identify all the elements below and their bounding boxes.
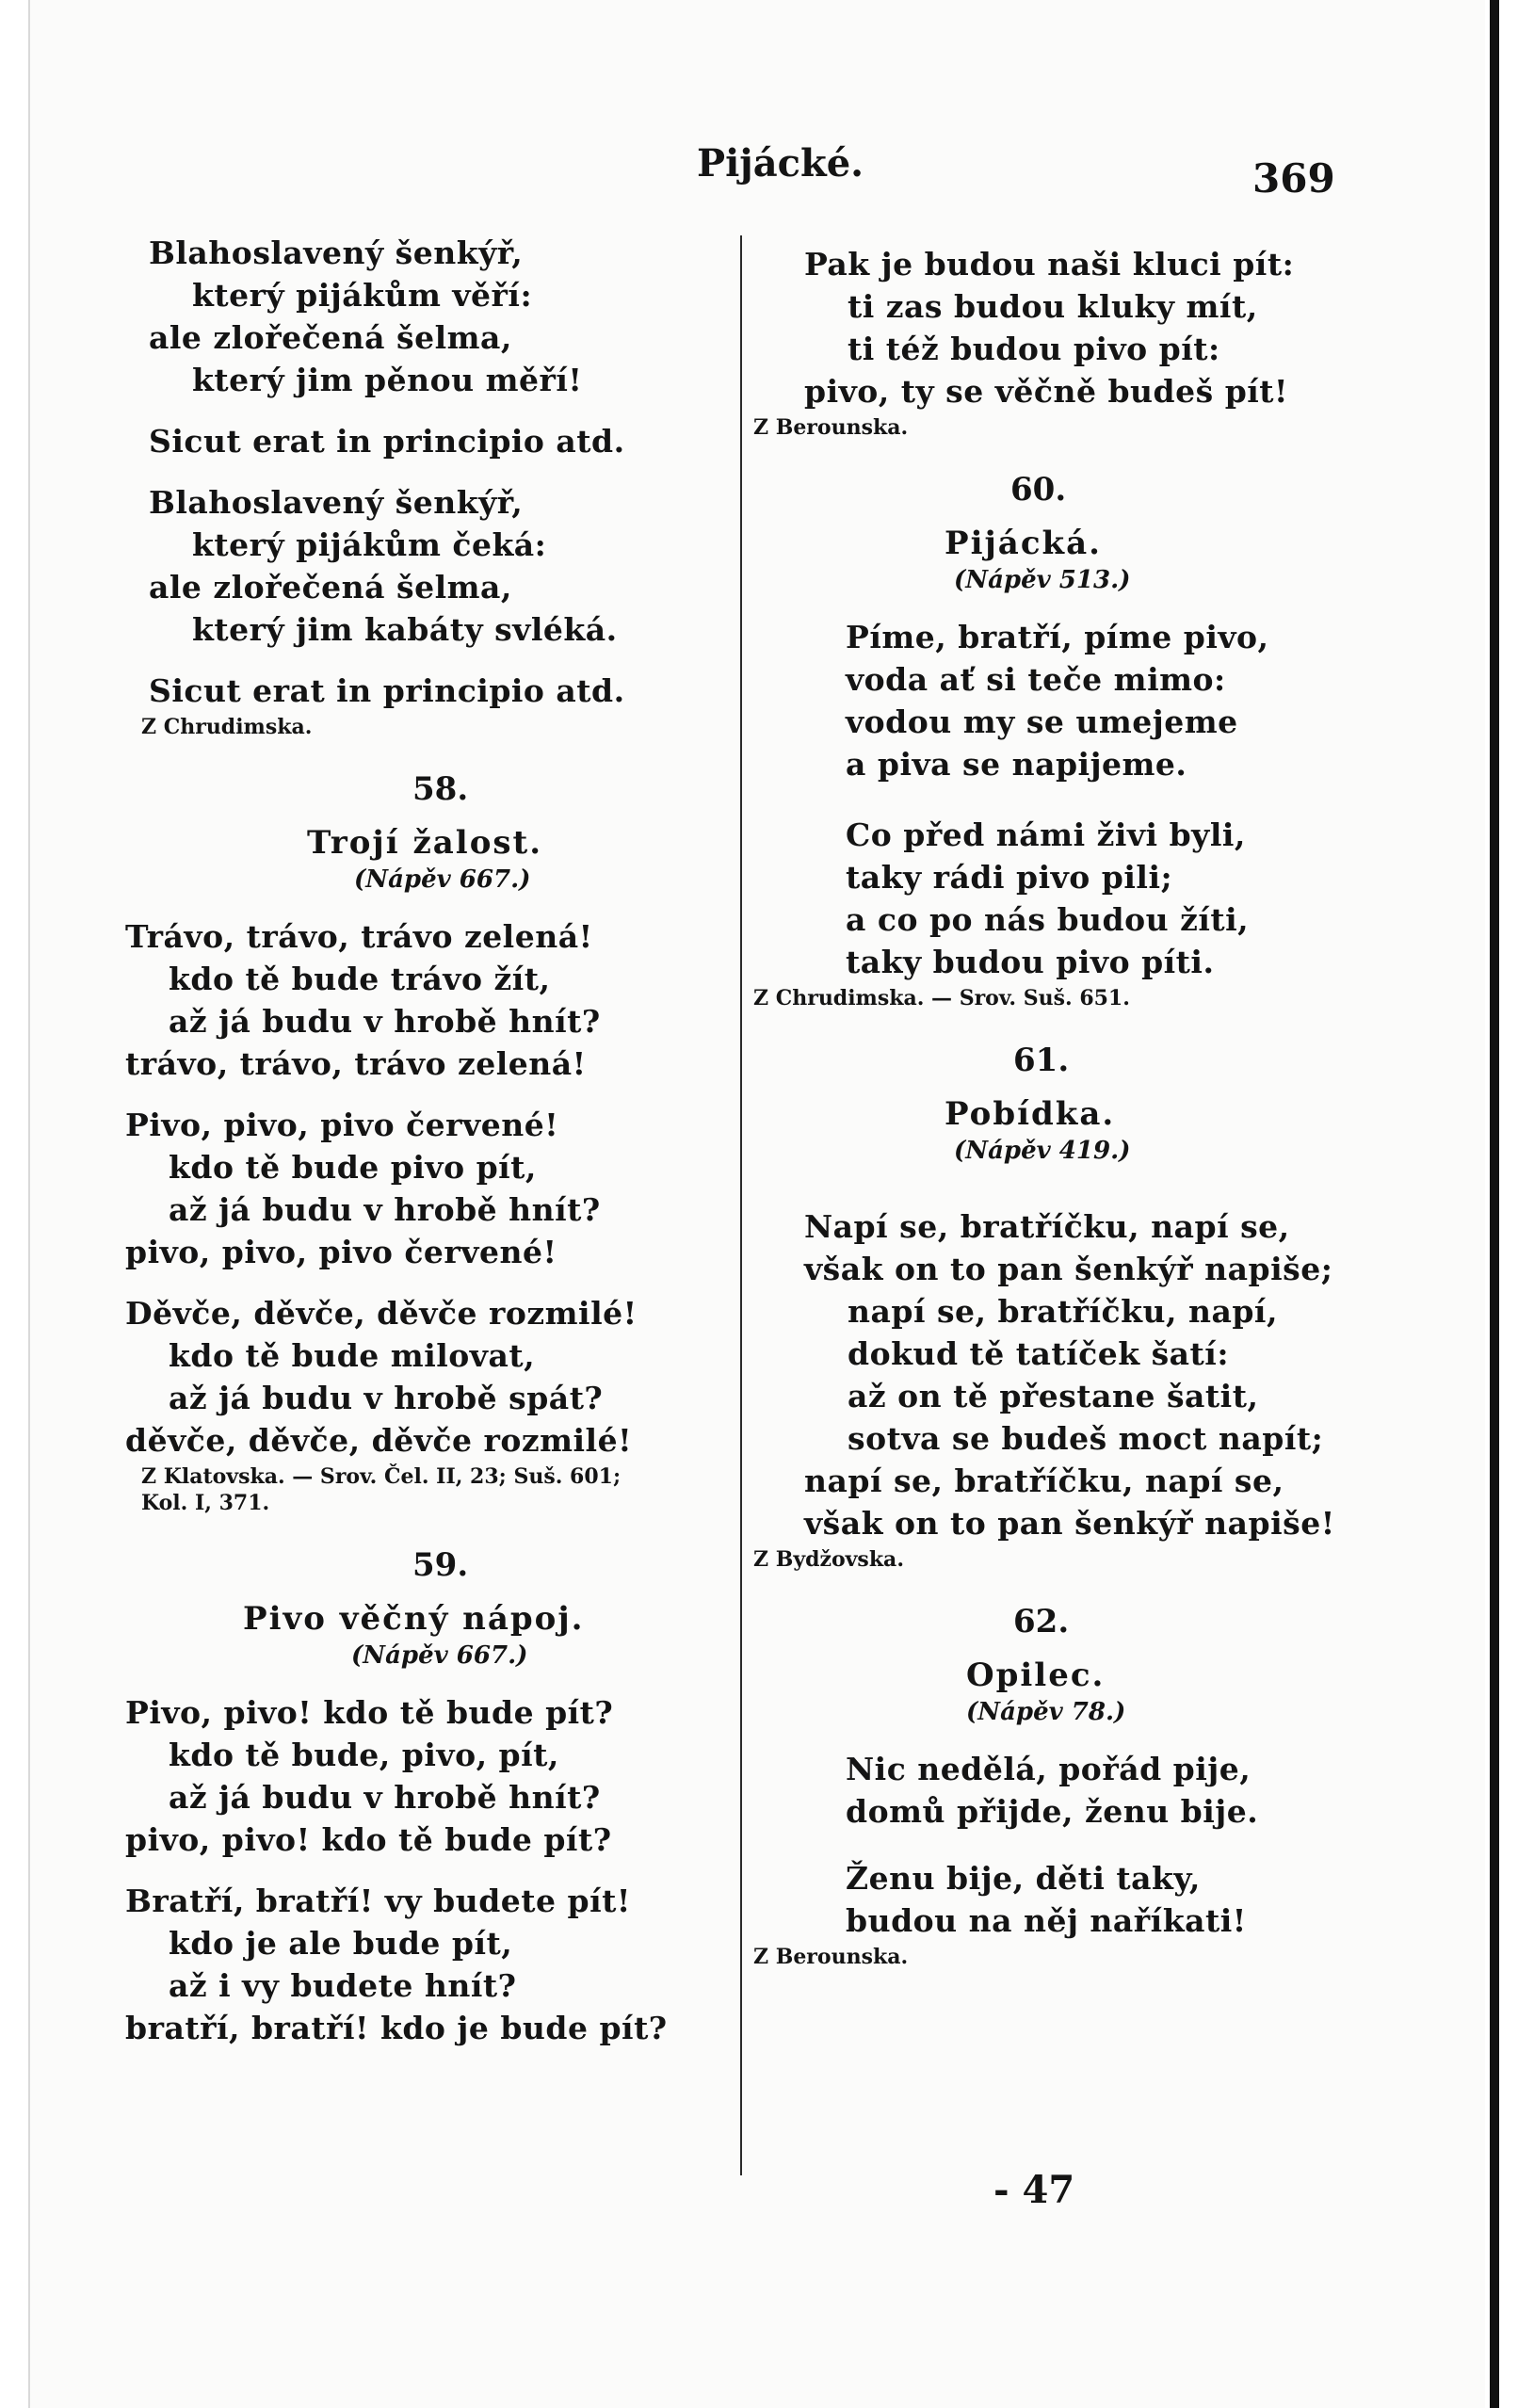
stanza — [846, 616, 1364, 785]
column-divider — [740, 235, 742, 2175]
stanza — [804, 243, 1364, 412]
verse-line: ale zlořečená šelma, — [149, 319, 512, 356]
verse-line: dokud tě tatíček šatí: — [848, 1335, 1230, 1372]
verse-line: který pijákům čeká: — [192, 526, 547, 563]
verse-line: a co po nás budou žíti, — [846, 901, 1250, 938]
stanza — [149, 232, 733, 401]
verse-line: a piva se napijeme. — [846, 746, 1187, 783]
stanza — [125, 915, 733, 1085]
stanza — [846, 1748, 1364, 1833]
verse-line: ale zlořečená šelma, — [149, 569, 512, 606]
verse-line: až já budu v hrobě hnít? — [169, 1003, 601, 1040]
verse-line: domů přijde, ženu bije. — [846, 1793, 1259, 1830]
verse-line: děvče, děvče, děvče rozmilé! — [125, 1422, 633, 1459]
verse-line: kdo tě bude, pivo, pít, — [169, 1737, 559, 1773]
song-number: 58. — [412, 770, 469, 808]
verse-line: Bratří, bratří! vy budete pít! — [125, 1883, 631, 1919]
verse-line: kdo je ale bude pít, — [169, 1925, 513, 1962]
verse-line: který pijákům věří: — [192, 277, 533, 314]
verse-line: Nic nedělá, pořád pije, — [846, 1751, 1252, 1787]
verse-line: až já budu v hrobě hnít? — [169, 1191, 601, 1228]
verse-line: pivo, ty se věčně budeš pít! — [804, 373, 1289, 410]
stanza — [125, 1104, 733, 1273]
verse-line: až on tě přestane šatit, — [848, 1378, 1259, 1414]
verse-line: který jim kabáty svléká. — [192, 611, 618, 648]
melody-ref: (Nápěv 513.) — [954, 566, 1131, 594]
verse-line: trávo, trávo, trávo zelená! — [125, 1045, 587, 1082]
song-title: Trojí žalost. — [307, 824, 543, 862]
verse-line: až já budu v hrobě spát? — [169, 1380, 604, 1416]
verse-line: Trávo, trávo, trávo zelená! — [125, 918, 593, 955]
verse-line: kdo tě bude pivo pít, — [169, 1149, 537, 1186]
source-note: Z Chrudimska. — Srov. Suš. 651. — [753, 986, 1130, 1010]
melody-ref: (Nápěv 419.) — [954, 1137, 1131, 1165]
source-note: Z Berounska. — [753, 1945, 909, 1969]
stanza — [125, 1292, 733, 1462]
verse-line: Děvče, děvče, děvče rozmilé! — [125, 1295, 638, 1332]
left-column — [125, 232, 733, 2049]
stanza — [846, 814, 1364, 983]
verse-line: budou na něj naříkati! — [846, 1902, 1247, 1939]
verse-line: pivo, pivo, pivo červené! — [125, 1234, 557, 1270]
verse-line: Co před námi živi byli, — [846, 816, 1246, 853]
verse-line: Ženu bije, děti taky, — [846, 1860, 1201, 1897]
signature-mark: - 47 — [993, 2168, 1075, 2212]
stanza — [149, 420, 733, 462]
source-note: Z Berounska. — [753, 415, 909, 440]
stanza — [804, 1205, 1364, 1544]
stanza — [125, 1880, 733, 2049]
song-number: 59. — [412, 1546, 469, 1584]
verse-line: až i vy budete hnít? — [169, 1967, 517, 2004]
stanza — [125, 1691, 733, 1861]
stanza — [846, 1857, 1364, 1942]
verse-line: ti též budou pivo pít: — [848, 331, 1220, 367]
song-title: Opilec. — [966, 1657, 1106, 1694]
verse-line: vodou my se umejeme — [846, 703, 1238, 740]
source-note: Z Bydžovska. — [753, 1547, 904, 1572]
verse-line: Sicut erat in principio atd. — [149, 672, 625, 709]
source-note: Z Chrudimska. — [141, 715, 313, 739]
stanza — [149, 670, 733, 712]
verse-line: Napí se, bratříčku, napí se, — [804, 1208, 1290, 1245]
melody-ref: (Nápěv 667.) — [351, 1641, 528, 1670]
verse-line: sotva se budeš moct napít; — [848, 1420, 1324, 1457]
verse-line: napí se, bratříčku, napí se, — [804, 1463, 1284, 1499]
song-number: 60. — [1010, 471, 1067, 509]
verse-line: Pak je budou naši kluci pít: — [804, 246, 1295, 283]
verse-line: voda ať si teče mimo: — [846, 661, 1226, 698]
source-note: Z Klatovska. — Srov. Čel. II, 23; Suš. 601; — [141, 1464, 622, 1489]
verse-line: však on to pan šenkýř napiše! — [804, 1505, 1335, 1542]
verse-line: Píme, bratří, píme pivo, — [846, 619, 1269, 655]
verse-line: taky rádi pivo pili; — [846, 859, 1173, 896]
verse-line: taky budou pivo píti. — [846, 944, 1215, 980]
song-number: 62. — [1013, 1603, 1070, 1640]
running-header: Pijácké. — [697, 141, 864, 186]
song-title: Pivo věčný nápoj. — [243, 1600, 585, 1638]
song-title: Pijácká. — [945, 525, 1102, 562]
verse-line: napí se, bratříčku, napí, — [848, 1293, 1278, 1330]
page-number: 369 — [1252, 155, 1335, 202]
verse-line: Pivo, pivo! kdo tě bude pít? — [125, 1694, 614, 1731]
page-edge — [1490, 0, 1499, 2408]
verse-line: pivo, pivo! kdo tě bude pít? — [125, 1821, 612, 1858]
source-note: Kol. I, 371. — [141, 1491, 270, 1515]
verse-line: Pivo, pivo, pivo červené! — [125, 1107, 559, 1143]
melody-ref: (Nápěv 78.) — [966, 1698, 1126, 1726]
verse-line: bratří, bratří! kdo je bude pít? — [125, 2010, 668, 2046]
verse-line: který jim pěnou měří! — [192, 362, 583, 398]
song-title: Pobídka. — [945, 1095, 1116, 1133]
verse-line: až já budu v hrobě hnít? — [169, 1779, 601, 1816]
verse-line: kdo tě bude trávo žít, — [169, 961, 551, 997]
stanza — [149, 481, 733, 651]
verse-line: kdo tě bude milovat, — [169, 1337, 536, 1374]
melody-ref: (Nápěv 667.) — [354, 865, 531, 894]
verse-line: Blahoslavený šenkýř, — [149, 234, 524, 271]
right-column — [753, 243, 1364, 1970]
verse-line: ti zas budou kluky mít, — [848, 288, 1258, 325]
verse-line: Blahoslavený šenkýř, — [149, 484, 524, 521]
verse-line: Sicut erat in principio atd. — [149, 423, 625, 460]
verse-line: však on to pan šenkýř napiše; — [804, 1251, 1333, 1287]
song-number: 61. — [1013, 1042, 1070, 1079]
